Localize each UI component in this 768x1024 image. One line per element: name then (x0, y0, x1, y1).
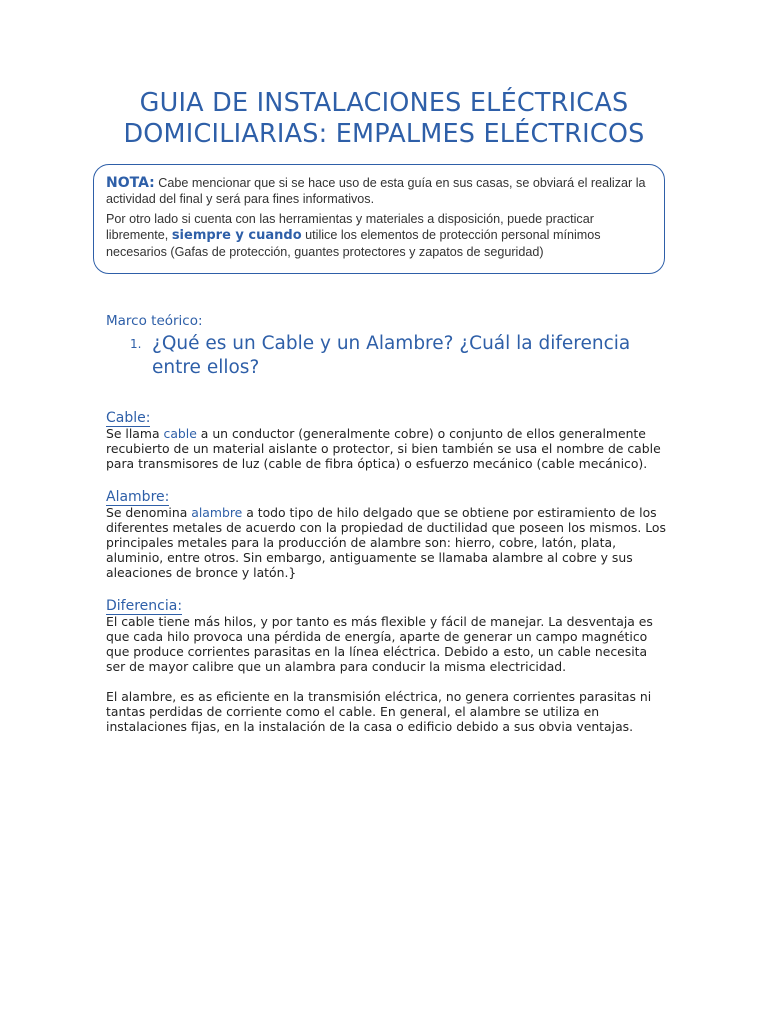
alambre-text-before: Se denomina (106, 505, 192, 520)
note-box (93, 164, 665, 274)
note-paragraph-2 (106, 211, 654, 260)
diferencia-heading-text: Diferencia: (106, 598, 183, 614)
note-text-2-after: utilice los elementos de protección personal mínimos necesarios (Gafas de protección, guantes protectores y zapatos de seguridad) (106, 228, 601, 259)
cable-text-after: a un conductor (generalmente cobre) o conjunto de ellos generalmente recubierto de un material aislante o protector, si bien también se usa el nombre de cable para transmisores de luz (cable de fibra óptica) o esfuerzo mecánico (cable mecánico). (106, 426, 661, 471)
alambre-heading-text: Alambre: (106, 489, 170, 505)
cable-heading (106, 410, 666, 426)
cable-text-before: Se llama (106, 426, 164, 441)
question-item (106, 332, 666, 380)
question-text: ¿Qué es un Cable y un Alambre? ¿Cuál la diferencia entre ellos? (152, 333, 631, 378)
diferencia-paragraph-2: El alambre, es as eficiente en la transmisión eléctrica, no genera corrientes parasitas ni tantas perdidas de corriente como el cable. En general, el alambre se utiliza en instalaciones fijas, en la instalación de la casa o edificio debido a sus obvia ventajas. (106, 689, 652, 734)
cable-paragraph (106, 426, 666, 471)
note-text-1: Cabe mencionar que si se hace uso de esta guía en sus casas, se obviará el realizar la actividad del final y será para fines informativos. (106, 176, 646, 206)
alambre-paragraph (106, 505, 666, 580)
diferencia-paragraph-1: El cable tiene más hilos, y por tanto es más flexible y fácil de manejar. La desventaja es que cada hilo provoca una pérdida de energía, aparte de generar un campo magnético que produce corrientes parasitas en la línea eléctrica. Debido a esto, un cable necesita ser de mayor calibre que un alambra para conducir la misma electricidad. (106, 614, 653, 674)
alambre-heading (106, 489, 666, 505)
note-text-2-before: Por otro lado si cuenta con las herramientas y materiales a disposición, puede practicar libremente, (106, 212, 594, 242)
title-line-2: DOMICILIARIAS: EMPALMES ELÉCTRICOS (123, 119, 645, 149)
question-number: 1. (130, 337, 142, 351)
note-label: NOTA: (106, 175, 155, 191)
cable-term: cable (163, 426, 197, 441)
title-line-1: GUIA DE INSTALACIONES ELÉCTRICAS (139, 88, 629, 118)
note-emphasis: siempre y cuando (171, 228, 302, 243)
alambre-text-after: a todo tipo de hilo delgado que se obtiene por estiramiento de los diferentes metales de acuerdo con la propiedad de ductilidad que poseen los mismos. Los principales metales para la producción de alambre son: hierro, cobre, latón, plata, aluminio, entre otros. Sin embargo, antiguamente se llamaba alambre al cobre y sus aleaciones de bronce y latón.} (106, 505, 666, 580)
document-title (0, 88, 768, 150)
alambre-term: alambre (191, 505, 243, 520)
marco-teorico-heading: Marco teórico: (106, 313, 203, 329)
diferencia-heading (106, 598, 666, 614)
note-paragraph-1 (106, 175, 654, 207)
document-body (106, 314, 666, 734)
cable-heading-text: Cable: (106, 410, 151, 426)
